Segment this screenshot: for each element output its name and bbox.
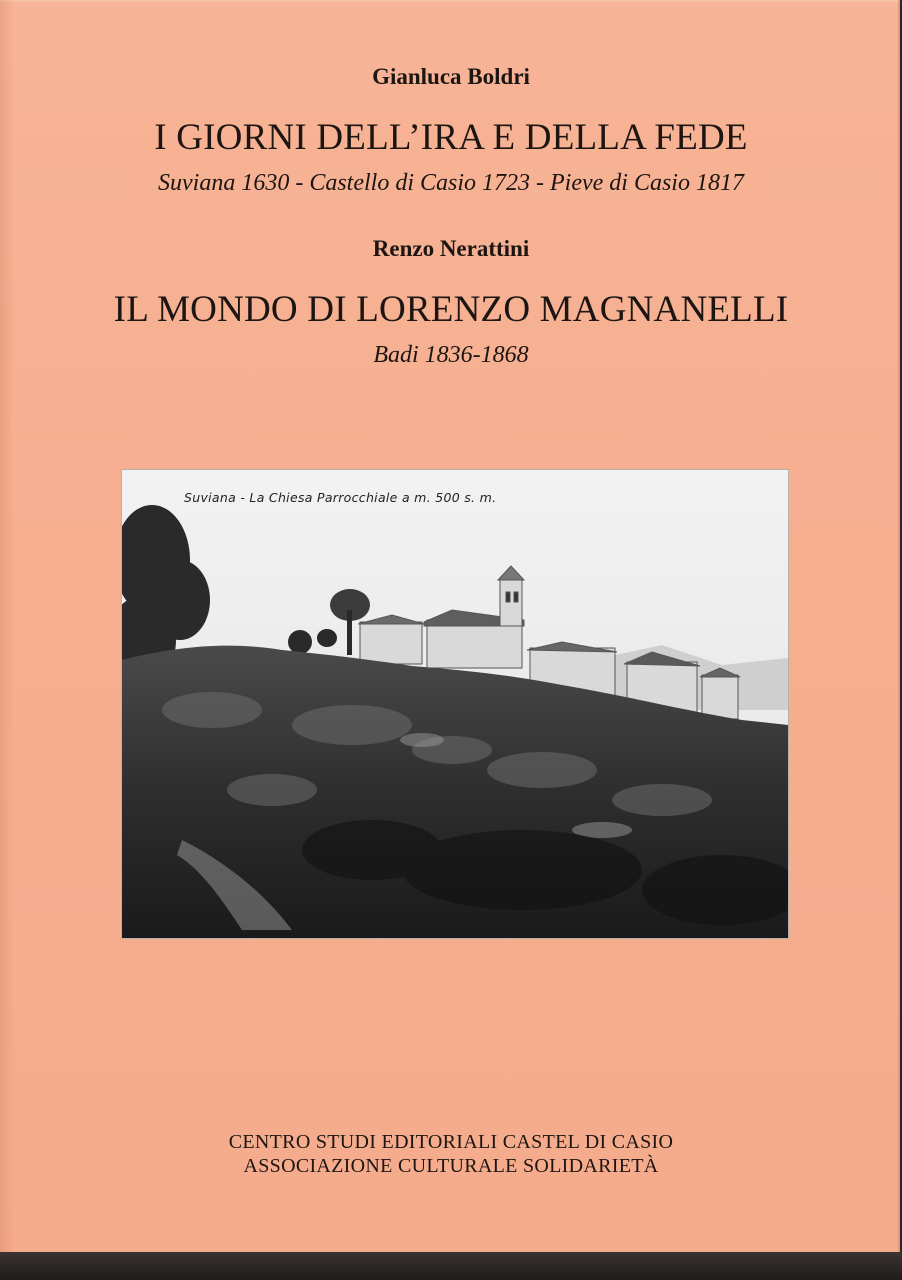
book-title-1: I GIORNI DELL’IRA E DELLA FEDE: [154, 117, 748, 158]
cover-photograph: [122, 470, 788, 938]
publisher-line-2: ASSOCIAZIONE CULTURALE SOLIDARIETÀ: [243, 1155, 659, 1177]
publisher-line-1: CENTRO STUDI EDITORIALI CASTEL DI CASIO: [228, 1131, 674, 1153]
photo-caption: Suviana - La Chiesa Parrocchiale a m. 500 s. m.: [184, 490, 497, 505]
village-hillside-picture: [122, 470, 788, 938]
author-name-1: Gianluca Boldri: [372, 64, 530, 89]
page-edge-shadow: [0, 1252, 902, 1280]
book-title-2: IL MONDO DI LORENZO MAGNANELLI: [113, 289, 789, 330]
book-subtitle-2: Badi 1836-1868: [373, 342, 529, 368]
book-subtitle-1: Suviana 1630 - Castello di Casio 1723 - Pieve di Casio 1817: [158, 170, 744, 196]
author-name-2: Renzo Nerattini: [372, 236, 530, 261]
